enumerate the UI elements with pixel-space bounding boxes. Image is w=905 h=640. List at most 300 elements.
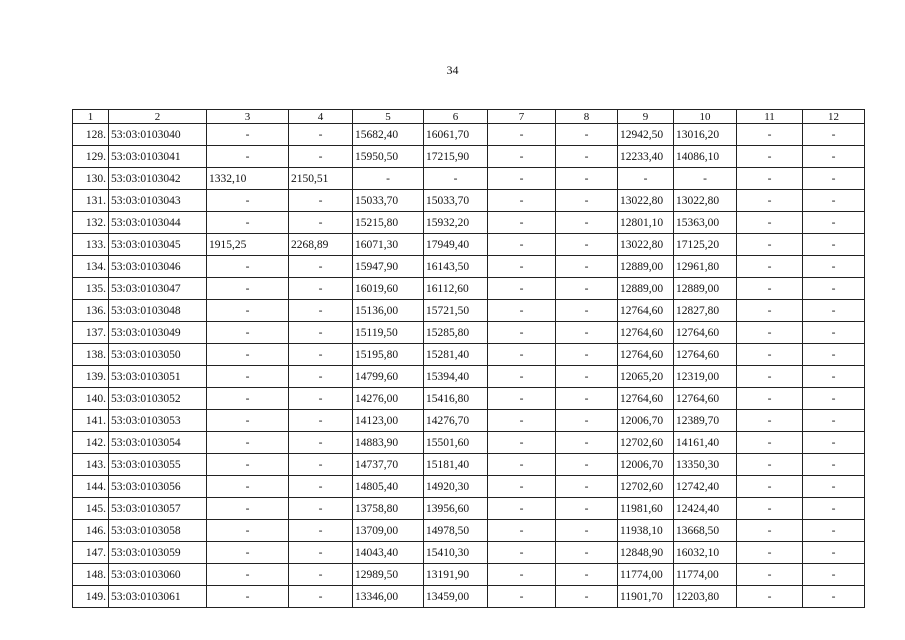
table-cell-col-5: 14737,70 [353, 454, 424, 476]
table-cell-col-3: - [207, 124, 289, 146]
table-cell-col-10: 11774,00 [674, 564, 737, 586]
column-header-5: 5 [353, 110, 424, 124]
table-cell-col-11: - [737, 388, 803, 410]
table-cell-col-7: - [488, 432, 556, 454]
table-cell-col-6: 15410,30 [424, 542, 488, 564]
table-cell-col-6: 15501,60 [424, 432, 488, 454]
table-cell-col-5: 12989,50 [353, 564, 424, 586]
table-cell-col-4: 2150,51 [289, 168, 353, 190]
table-cell-col-4: - [289, 432, 353, 454]
table-cell-col-1: 133. [73, 234, 109, 256]
table-cell-col-3: - [207, 146, 289, 168]
table-cell-col-6: 16143,50 [424, 256, 488, 278]
table-cell-col-3: - [207, 322, 289, 344]
table-cell-col-2: 53:03:0103060 [109, 564, 207, 586]
table-cell-col-3: - [207, 476, 289, 498]
table-row [73, 388, 865, 410]
table-body [73, 124, 865, 608]
table-cell-col-6: 14920,30 [424, 476, 488, 498]
table-cell-col-7: - [488, 520, 556, 542]
column-header-11: 11 [737, 110, 803, 124]
table-cell-col-9: 12801,10 [618, 212, 674, 234]
table-cell-col-12: - [803, 586, 865, 608]
table-cell-col-3: - [207, 344, 289, 366]
table-cell-col-5: 14276,00 [353, 388, 424, 410]
table-cell-col-3: - [207, 586, 289, 608]
table-cell-col-12: - [803, 300, 865, 322]
table-cell-col-3: - [207, 256, 289, 278]
table-cell-col-8: - [556, 278, 618, 300]
table-cell-col-12: - [803, 322, 865, 344]
table-cell-col-7: - [488, 234, 556, 256]
table-cell-col-6: 16112,60 [424, 278, 488, 300]
table-cell-col-7: - [488, 476, 556, 498]
table-cell-col-3: - [207, 278, 289, 300]
table-cell-col-7: - [488, 564, 556, 586]
table-cell-col-10: 17125,20 [674, 234, 737, 256]
table-cell-col-3: - [207, 454, 289, 476]
table-cell-col-2: 53:03:0103043 [109, 190, 207, 212]
table-cell-col-11: - [737, 146, 803, 168]
table-cell-col-3: - [207, 366, 289, 388]
table-cell-col-7: - [488, 410, 556, 432]
table-cell-col-4: - [289, 322, 353, 344]
table-row [73, 542, 865, 564]
table-cell-col-9: 12702,60 [618, 476, 674, 498]
column-header-7: 7 [488, 110, 556, 124]
table-cell-col-6: 15721,50 [424, 300, 488, 322]
table-cell-col-11: - [737, 476, 803, 498]
table-cell-col-2: 53:03:0103050 [109, 344, 207, 366]
table-cell-col-8: - [556, 146, 618, 168]
table-cell-col-8: - [556, 476, 618, 498]
table-row [73, 476, 865, 498]
table-row [73, 322, 865, 344]
table-cell-col-1: 132. [73, 212, 109, 234]
table-cell-col-1: 148. [73, 564, 109, 586]
table-row [73, 410, 865, 432]
data-table [72, 109, 865, 608]
table-cell-col-11: - [737, 564, 803, 586]
table-cell-col-6: 15281,40 [424, 344, 488, 366]
table-cell-col-11: - [737, 498, 803, 520]
table-cell-col-5: - [353, 168, 424, 190]
table-cell-col-1: 142. [73, 432, 109, 454]
table-cell-col-10: 13022,80 [674, 190, 737, 212]
table-cell-col-6: 14276,70 [424, 410, 488, 432]
table-cell-col-5: 14123,00 [353, 410, 424, 432]
table-cell-col-12: - [803, 564, 865, 586]
table-cell-col-11: - [737, 520, 803, 542]
table-cell-col-8: - [556, 498, 618, 520]
table-cell-col-4: - [289, 344, 353, 366]
table-cell-col-7: - [488, 344, 556, 366]
table-cell-col-12: - [803, 498, 865, 520]
table-cell-col-9: 12764,60 [618, 300, 674, 322]
table-cell-col-6: 13191,90 [424, 564, 488, 586]
table-cell-col-5: 15033,70 [353, 190, 424, 212]
table-cell-col-9: 13022,80 [618, 190, 674, 212]
table-cell-col-5: 15195,80 [353, 344, 424, 366]
table-cell-col-9: 12233,40 [618, 146, 674, 168]
table-cell-col-12: - [803, 410, 865, 432]
table-cell-col-9: 12848,90 [618, 542, 674, 564]
table-cell-col-3: - [207, 300, 289, 322]
table-row [73, 454, 865, 476]
table-cell-col-9: 11901,70 [618, 586, 674, 608]
table-cell-col-12: - [803, 454, 865, 476]
table-cell-col-10: 12827,80 [674, 300, 737, 322]
table-cell-col-7: - [488, 256, 556, 278]
table-cell-col-5: 13709,00 [353, 520, 424, 542]
table-cell-col-7: - [488, 366, 556, 388]
table-cell-col-2: 53:03:0103056 [109, 476, 207, 498]
table-cell-col-5: 14043,40 [353, 542, 424, 564]
table-cell-col-4: - [289, 520, 353, 542]
table-cell-col-3: - [207, 520, 289, 542]
table-cell-col-7: - [488, 498, 556, 520]
table-cell-col-1: 135. [73, 278, 109, 300]
table-cell-col-3: - [207, 498, 289, 520]
table-cell-col-4: - [289, 300, 353, 322]
table-cell-col-8: - [556, 564, 618, 586]
table-cell-col-7: - [488, 388, 556, 410]
table-cell-col-7: - [488, 278, 556, 300]
table-cell-col-11: - [737, 410, 803, 432]
table-cell-col-9: 12006,70 [618, 410, 674, 432]
table-cell-col-3: - [207, 542, 289, 564]
table-cell-col-10: 13668,50 [674, 520, 737, 542]
column-header-10: 10 [674, 110, 737, 124]
table-row [73, 168, 865, 190]
table-row [73, 432, 865, 454]
table-cell-col-10: 12389,70 [674, 410, 737, 432]
table-cell-col-8: - [556, 344, 618, 366]
table-cell-col-12: - [803, 146, 865, 168]
table-cell-col-9: 12764,60 [618, 344, 674, 366]
table-cell-col-1: 149. [73, 586, 109, 608]
table-cell-col-12: - [803, 432, 865, 454]
table-cell-col-7: - [488, 146, 556, 168]
table-cell-col-10: 12764,60 [674, 344, 737, 366]
table-cell-col-10: 12764,60 [674, 388, 737, 410]
table-cell-col-10: 12889,00 [674, 278, 737, 300]
table-row [73, 212, 865, 234]
table-cell-col-3: - [207, 410, 289, 432]
table-cell-col-11: - [737, 344, 803, 366]
table-cell-col-4: - [289, 564, 353, 586]
table-cell-col-6: 17949,40 [424, 234, 488, 256]
table-cell-col-5: 15682,40 [353, 124, 424, 146]
table-cell-col-4: - [289, 124, 353, 146]
table-cell-col-7: - [488, 168, 556, 190]
page-number: 34 [446, 63, 459, 77]
table-cell-col-2: 53:03:0103045 [109, 234, 207, 256]
table-cell-col-1: 136. [73, 300, 109, 322]
table-cell-col-6: 15394,40 [424, 366, 488, 388]
table-cell-col-10: 13350,30 [674, 454, 737, 476]
table-cell-col-9: 11981,60 [618, 498, 674, 520]
table-cell-col-7: - [488, 124, 556, 146]
table-cell-col-7: - [488, 190, 556, 212]
table-row [73, 256, 865, 278]
table-cell-col-1: 139. [73, 366, 109, 388]
table-cell-col-9: 11774,00 [618, 564, 674, 586]
table-cell-col-1: 138. [73, 344, 109, 366]
table-cell-col-1: 130. [73, 168, 109, 190]
table-row [73, 146, 865, 168]
table-cell-col-12: - [803, 476, 865, 498]
table-cell-col-6: 15033,70 [424, 190, 488, 212]
table-cell-col-3: 1332,10 [207, 168, 289, 190]
table-cell-col-3: - [207, 190, 289, 212]
table-cell-col-8: - [556, 124, 618, 146]
table-cell-col-1: 144. [73, 476, 109, 498]
table-cell-col-5: 13346,00 [353, 586, 424, 608]
table-cell-col-9: 12764,60 [618, 388, 674, 410]
table-cell-col-2: 53:03:0103055 [109, 454, 207, 476]
table-cell-col-4: - [289, 366, 353, 388]
table-cell-col-12: - [803, 388, 865, 410]
table-cell-col-8: - [556, 190, 618, 212]
table-cell-col-6: 14978,50 [424, 520, 488, 542]
table-row [73, 366, 865, 388]
table-cell-col-1: 140. [73, 388, 109, 410]
table-cell-col-8: - [556, 366, 618, 388]
table-cell-col-10: 12424,40 [674, 498, 737, 520]
table-row [73, 344, 865, 366]
table-cell-col-8: - [556, 586, 618, 608]
table-cell-col-5: 15215,80 [353, 212, 424, 234]
table-cell-col-1: 145. [73, 498, 109, 520]
table-cell-col-5: 15950,50 [353, 146, 424, 168]
table-cell-col-4: - [289, 498, 353, 520]
column-header-4: 4 [289, 110, 353, 124]
table-cell-col-4: - [289, 190, 353, 212]
table-cell-col-2: 53:03:0103059 [109, 542, 207, 564]
table-cell-col-11: - [737, 300, 803, 322]
table-cell-col-12: - [803, 278, 865, 300]
column-header-12: 12 [803, 110, 865, 124]
table-cell-col-11: - [737, 454, 803, 476]
table-cell-col-4: - [289, 388, 353, 410]
table-cell-col-4: - [289, 146, 353, 168]
table-cell-col-11: - [737, 432, 803, 454]
table-cell-col-2: 53:03:0103053 [109, 410, 207, 432]
table-cell-col-6: 13956,60 [424, 498, 488, 520]
table-cell-col-11: - [737, 586, 803, 608]
table-cell-col-10: 12961,80 [674, 256, 737, 278]
column-header-8: 8 [556, 110, 618, 124]
column-header-6: 6 [424, 110, 488, 124]
table-cell-col-11: - [737, 168, 803, 190]
table-cell-col-4: - [289, 476, 353, 498]
table-cell-col-9: 12889,00 [618, 278, 674, 300]
table-cell-col-12: - [803, 256, 865, 278]
table-row [73, 564, 865, 586]
table-cell-col-6: 13459,00 [424, 586, 488, 608]
table-cell-col-6: 15932,20 [424, 212, 488, 234]
table-cell-col-5: 14805,40 [353, 476, 424, 498]
table-cell-col-2: 53:03:0103051 [109, 366, 207, 388]
table-cell-col-11: - [737, 234, 803, 256]
table-cell-col-9: 12764,60 [618, 322, 674, 344]
table-row [73, 124, 865, 146]
table-cell-col-2: 53:03:0103040 [109, 124, 207, 146]
table-row [73, 520, 865, 542]
table-cell-col-1: 129. [73, 146, 109, 168]
column-header-3: 3 [207, 110, 289, 124]
table-cell-col-5: 16019,60 [353, 278, 424, 300]
table-cell-col-12: - [803, 344, 865, 366]
table-cell-col-12: - [803, 168, 865, 190]
table-cell-col-2: 53:03:0103057 [109, 498, 207, 520]
table-cell-col-9: 12942,50 [618, 124, 674, 146]
table-cell-col-8: - [556, 300, 618, 322]
table-cell-col-12: - [803, 124, 865, 146]
table-cell-col-11: - [737, 542, 803, 564]
table-cell-col-10: 12203,80 [674, 586, 737, 608]
table-cell-col-12: - [803, 190, 865, 212]
table-cell-col-10: 14161,40 [674, 432, 737, 454]
table-cell-col-2: 53:03:0103044 [109, 212, 207, 234]
table-cell-col-10: - [674, 168, 737, 190]
table-cell-col-2: 53:03:0103048 [109, 300, 207, 322]
table-cell-col-5: 15947,90 [353, 256, 424, 278]
table-cell-col-6: 15416,80 [424, 388, 488, 410]
table-cell-col-12: - [803, 366, 865, 388]
table-cell-col-8: - [556, 410, 618, 432]
table-cell-col-7: - [488, 322, 556, 344]
table-cell-col-7: - [488, 586, 556, 608]
table-cell-col-2: 53:03:0103054 [109, 432, 207, 454]
table-cell-col-5: 16071,30 [353, 234, 424, 256]
table-cell-col-6: 15285,80 [424, 322, 488, 344]
table-cell-col-9: 12006,70 [618, 454, 674, 476]
table-cell-col-5: 15136,00 [353, 300, 424, 322]
table-cell-col-2: 53:03:0103058 [109, 520, 207, 542]
table-cell-col-4: 2268,89 [289, 234, 353, 256]
table-row [73, 586, 865, 608]
table-cell-col-11: - [737, 190, 803, 212]
table-cell-col-3: - [207, 212, 289, 234]
table-cell-col-5: 13758,80 [353, 498, 424, 520]
table-cell-col-2: 53:03:0103061 [109, 586, 207, 608]
table-header-row [73, 110, 865, 124]
table-row [73, 300, 865, 322]
table-cell-col-8: - [556, 256, 618, 278]
table-cell-col-6: - [424, 168, 488, 190]
table-cell-col-8: - [556, 322, 618, 344]
table-cell-col-10: 15363,00 [674, 212, 737, 234]
table-row [73, 234, 865, 256]
table-cell-col-4: - [289, 454, 353, 476]
table-cell-col-11: - [737, 278, 803, 300]
table-cell-col-8: - [556, 388, 618, 410]
table-cell-col-6: 17215,90 [424, 146, 488, 168]
table-cell-col-12: - [803, 542, 865, 564]
table-cell-col-12: - [803, 212, 865, 234]
table-cell-col-1: 128. [73, 124, 109, 146]
table-cell-col-3: 1915,25 [207, 234, 289, 256]
table-cell-col-11: - [737, 322, 803, 344]
table-cell-col-10: 14086,10 [674, 146, 737, 168]
table-cell-col-9: - [618, 168, 674, 190]
table-cell-col-11: - [737, 366, 803, 388]
table-cell-col-3: - [207, 564, 289, 586]
table-cell-col-8: - [556, 454, 618, 476]
table-cell-col-3: - [207, 388, 289, 410]
table-cell-col-10: 12764,60 [674, 322, 737, 344]
table-cell-col-4: - [289, 212, 353, 234]
table-cell-col-9: 13022,80 [618, 234, 674, 256]
table-cell-col-1: 141. [73, 410, 109, 432]
column-header-2: 2 [109, 110, 207, 124]
table-cell-col-10: 12742,40 [674, 476, 737, 498]
table-cell-col-1: 134. [73, 256, 109, 278]
table-row [73, 190, 865, 212]
table-cell-col-11: - [737, 256, 803, 278]
table-cell-col-8: - [556, 432, 618, 454]
table-cell-col-10: 16032,10 [674, 542, 737, 564]
table-cell-col-9: 12889,00 [618, 256, 674, 278]
table-cell-col-7: - [488, 454, 556, 476]
table-cell-col-4: - [289, 278, 353, 300]
table-cell-col-6: 16061,70 [424, 124, 488, 146]
table-cell-col-7: - [488, 300, 556, 322]
table-cell-col-9: 12702,60 [618, 432, 674, 454]
table-cell-col-1: 143. [73, 454, 109, 476]
table-cell-col-2: 53:03:0103042 [109, 168, 207, 190]
table-cell-col-1: 137. [73, 322, 109, 344]
table-cell-col-7: - [488, 212, 556, 234]
table-cell-col-4: - [289, 256, 353, 278]
table-cell-col-2: 53:03:0103046 [109, 256, 207, 278]
column-header-9: 9 [618, 110, 674, 124]
column-header-1: 1 [73, 110, 109, 124]
table-cell-col-8: - [556, 212, 618, 234]
table-cell-col-5: 15119,50 [353, 322, 424, 344]
table-cell-col-5: 14799,60 [353, 366, 424, 388]
table-row [73, 278, 865, 300]
table-cell-col-3: - [207, 432, 289, 454]
table-cell-col-8: - [556, 542, 618, 564]
table-cell-col-10: 12319,00 [674, 366, 737, 388]
table-cell-col-10: 13016,20 [674, 124, 737, 146]
table-cell-col-2: 53:03:0103052 [109, 388, 207, 410]
table-cell-col-4: - [289, 542, 353, 564]
table-cell-col-11: - [737, 212, 803, 234]
table-cell-col-6: 15181,40 [424, 454, 488, 476]
table-cell-col-9: 11938,10 [618, 520, 674, 542]
table-cell-col-2: 53:03:0103041 [109, 146, 207, 168]
table-cell-col-4: - [289, 586, 353, 608]
table-cell-col-4: - [289, 410, 353, 432]
table-cell-col-9: 12065,20 [618, 366, 674, 388]
table-cell-col-12: - [803, 520, 865, 542]
table-cell-col-7: - [488, 542, 556, 564]
table-cell-col-1: 131. [73, 190, 109, 212]
table-cell-col-1: 147. [73, 542, 109, 564]
table-cell-col-11: - [737, 124, 803, 146]
table-cell-col-8: - [556, 520, 618, 542]
table-cell-col-8: - [556, 234, 618, 256]
table-cell-col-2: 53:03:0103049 [109, 322, 207, 344]
table-cell-col-8: - [556, 168, 618, 190]
table-cell-col-5: 14883,90 [353, 432, 424, 454]
table-row [73, 498, 865, 520]
table-cell-col-2: 53:03:0103047 [109, 278, 207, 300]
